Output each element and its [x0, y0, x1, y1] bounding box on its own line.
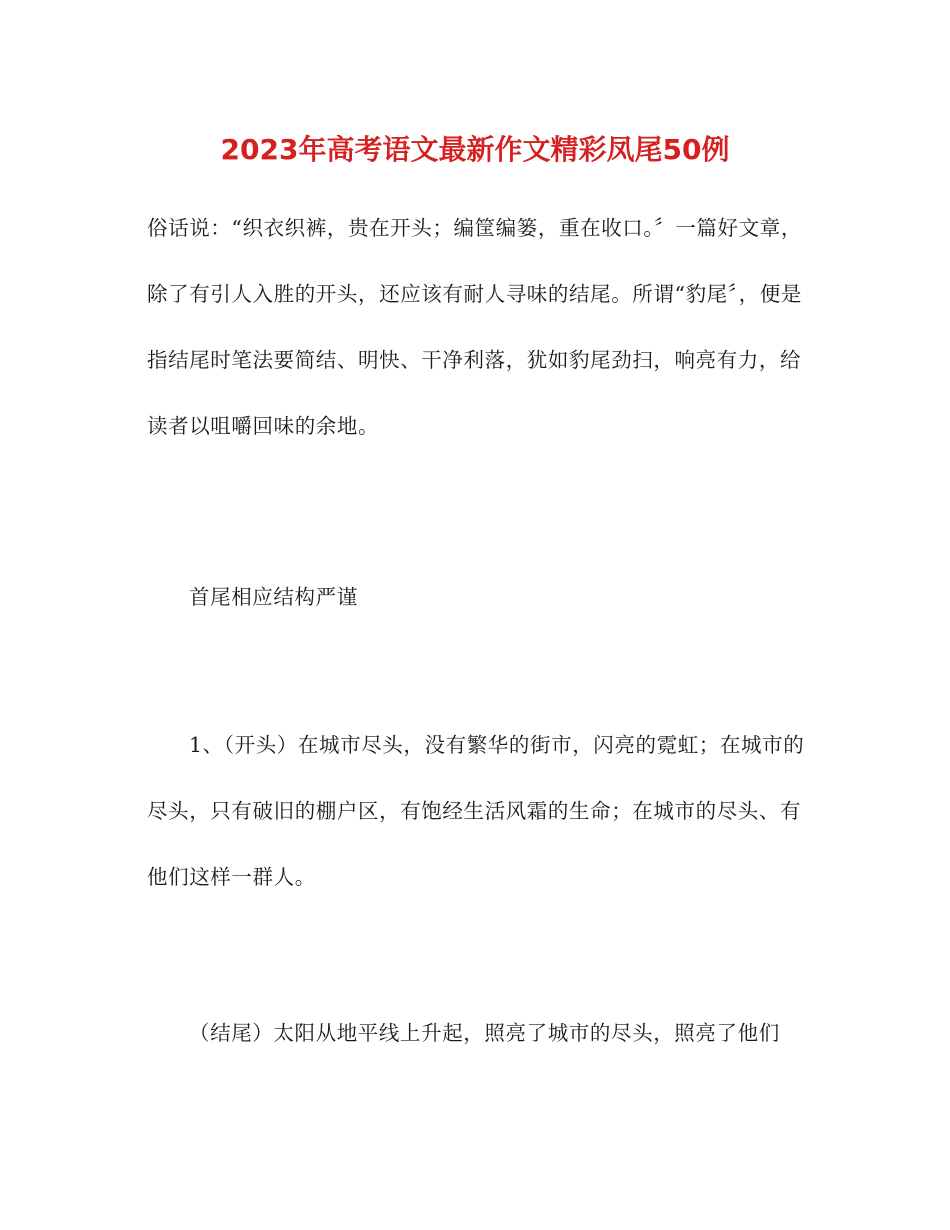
section-heading: 首尾相应结构严谨 [189, 585, 358, 609]
example-1-closing: （结尾）太阳从地平线上升起，照亮了城市的尽头，照亮了他们 [189, 1021, 780, 1045]
example-1-opening: 1、（开头）在城市尽头，没有繁华的街市，闪亮的霓虹；在城市的尽头，只有破旧的棚户区，有饱经生活风霜的生命；在城市的尽头、有他们这样一群人。 [147, 733, 805, 889]
document-title: 2023年高考语文最新作文精彩凤尾50例 [220, 133, 730, 166]
intro-paragraph: 俗话说：“织衣织裤，贵在开头；编筐编篓，重在收口。〞一篇好文章，除了有引人入胜的开头，还应该有耐人寻味的结尾。所谓“豹尾〞，便是指结尾时笔法要简结、明快、干净利落，犹如豹尾劲扫，响亮有力，给读者以咀嚼回味的余地。 [147, 216, 802, 438]
